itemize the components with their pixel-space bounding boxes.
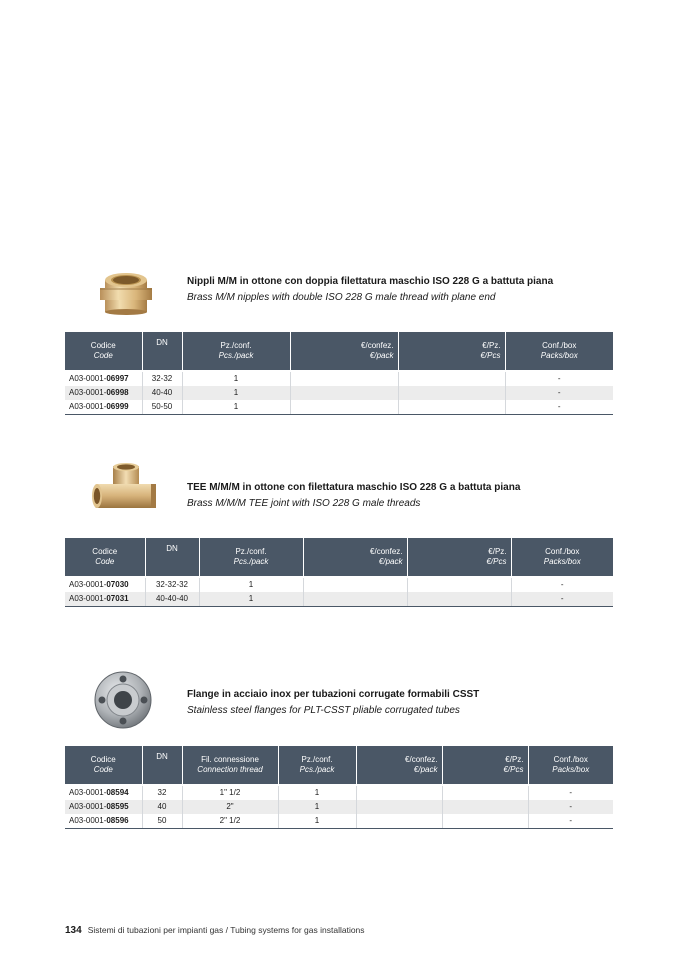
product-table [65, 538, 613, 607]
cell-eur-pack [356, 800, 442, 814]
table-row [65, 371, 613, 386]
product-table [65, 746, 613, 829]
brass-tee-icon [89, 462, 159, 514]
product-image-nipple [97, 258, 155, 316]
cell-pcs: 1 [278, 814, 356, 829]
cell-code: A03-0001-07031 [65, 592, 145, 607]
cell-pcs: 1 [278, 800, 356, 814]
header-code: Codice Code [65, 538, 145, 577]
header-pcs-pack: Pz./conf. Pcs./pack [278, 746, 356, 785]
cell-dn: 32-32-32 [145, 577, 199, 592]
cell-eur-pcs [442, 800, 528, 814]
header-packs-box: Conf./box Packs/box [528, 746, 613, 785]
header-eur-pack: €/confez. €/pack [290, 332, 398, 371]
header-pcs-pack: Pz./conf. Pcs./pack [182, 332, 290, 371]
cell-eur-pack [290, 386, 398, 400]
cell-eur-pack [290, 371, 398, 386]
section-title-it: Nippli M/M in ottone con doppia filettatura maschio ISO 228 G a battuta piana [187, 276, 554, 287]
header-dn: DN [145, 538, 199, 577]
cell-pcs: 1 [182, 371, 290, 386]
cell-code: A03-0001-06999 [65, 400, 142, 415]
cell-packs: - [528, 785, 613, 800]
header-eur-pcs: €/Pz. €/Pcs [442, 746, 528, 785]
header-pcs-pack: Pz./conf. Pcs./pack [199, 538, 303, 577]
cell-code: A03-0001-08595 [65, 800, 142, 814]
section-title-en: Stainless steel flanges for PLT-CSST pliable corrugated tubes [187, 705, 460, 716]
table-row [65, 785, 613, 800]
product-image-tee [89, 462, 159, 514]
brass-nipple-icon [97, 258, 155, 316]
header-eur-pack: €/confez. €/pack [303, 538, 407, 577]
cell-packs: - [505, 386, 613, 400]
footer-text: Sistemi di tubazioni per impianti gas / Tubing systems for gas installations [87, 925, 365, 935]
table-row [65, 400, 613, 415]
cell-thread: 2" [182, 800, 278, 814]
cell-pcs: 1 [182, 400, 290, 415]
cell-code: A03-0001-08596 [65, 814, 142, 829]
cell-code: A03-0001-06998 [65, 386, 142, 400]
cell-eur-pack [356, 814, 442, 829]
steel-flange-icon [93, 670, 153, 730]
page-number: 134 [65, 925, 82, 936]
header-connection-thread: Fil. connessione Connection thread [182, 746, 278, 785]
section-title-en: Brass M/M/M TEE joint with ISO 228 G male threads [187, 498, 421, 509]
cell-code: A03-0001-06997 [65, 371, 142, 386]
cell-pcs: 1 [278, 785, 356, 800]
cell-packs: - [511, 592, 613, 607]
cell-packs: - [528, 814, 613, 829]
header-eur-pack: €/confez. €/pack [356, 746, 442, 785]
cell-packs: - [511, 577, 613, 592]
table-row [65, 386, 613, 400]
cell-dn: 40-40 [142, 386, 182, 400]
cell-eur-pack [303, 592, 407, 607]
header-packs-box: Conf./box Packs/box [505, 332, 613, 371]
cell-packs: - [528, 800, 613, 814]
table-header-row [65, 332, 613, 371]
cell-eur-pcs [398, 386, 505, 400]
cell-eur-pcs [442, 814, 528, 829]
header-code: Codice Code [65, 332, 142, 371]
cell-thread: 2" 1/2 [182, 814, 278, 829]
cell-eur-pcs [442, 785, 528, 800]
cell-thread: 1" 1/2 [182, 785, 278, 800]
cell-code: A03-0001-08594 [65, 785, 142, 800]
header-eur-pcs: €/Pz. €/Pcs [398, 332, 505, 371]
cell-pcs: 1 [199, 577, 303, 592]
cell-dn: 50 [142, 814, 182, 829]
section-title-en: Brass M/M nipples with double ISO 228 G male thread with plane end [187, 292, 496, 303]
cell-eur-pcs [407, 577, 511, 592]
header-dn: DN [142, 332, 182, 371]
header-code: Codice Code [65, 746, 142, 785]
cell-dn: 50-50 [142, 400, 182, 415]
table-header-row [65, 746, 613, 785]
cell-pcs: 1 [182, 386, 290, 400]
section-title-it: Flange in acciaio inox per tubazioni corrugate formabili CSST [187, 689, 480, 700]
cell-packs: - [505, 400, 613, 415]
cell-packs: - [505, 371, 613, 386]
table-row [65, 814, 613, 829]
table-row [65, 577, 613, 592]
cell-eur-pcs [407, 592, 511, 607]
cell-eur-pack [290, 400, 398, 415]
cell-dn: 32 [142, 785, 182, 800]
cell-dn: 40-40-40 [145, 592, 199, 607]
cell-eur-pack [303, 577, 407, 592]
table-row [65, 800, 613, 814]
cell-dn: 32-32 [142, 371, 182, 386]
cell-eur-pack [356, 785, 442, 800]
header-dn: DN [142, 746, 182, 785]
product-table [65, 332, 613, 415]
cell-dn: 40 [142, 800, 182, 814]
section-title-it: TEE M/M/M in ottone con filettatura maschio ISO 228 G a battuta piana [187, 482, 521, 493]
header-eur-pcs: €/Pz. €/Pcs [407, 538, 511, 577]
table-header-row [65, 538, 613, 577]
table-row [65, 592, 613, 607]
header-packs-box: Conf./box Packs/box [511, 538, 613, 577]
product-image-flange [93, 670, 153, 730]
cell-pcs: 1 [199, 592, 303, 607]
cell-code: A03-0001-07030 [65, 577, 145, 592]
cell-eur-pcs [398, 371, 505, 386]
cell-eur-pcs [398, 400, 505, 415]
page-footer [65, 925, 365, 936]
